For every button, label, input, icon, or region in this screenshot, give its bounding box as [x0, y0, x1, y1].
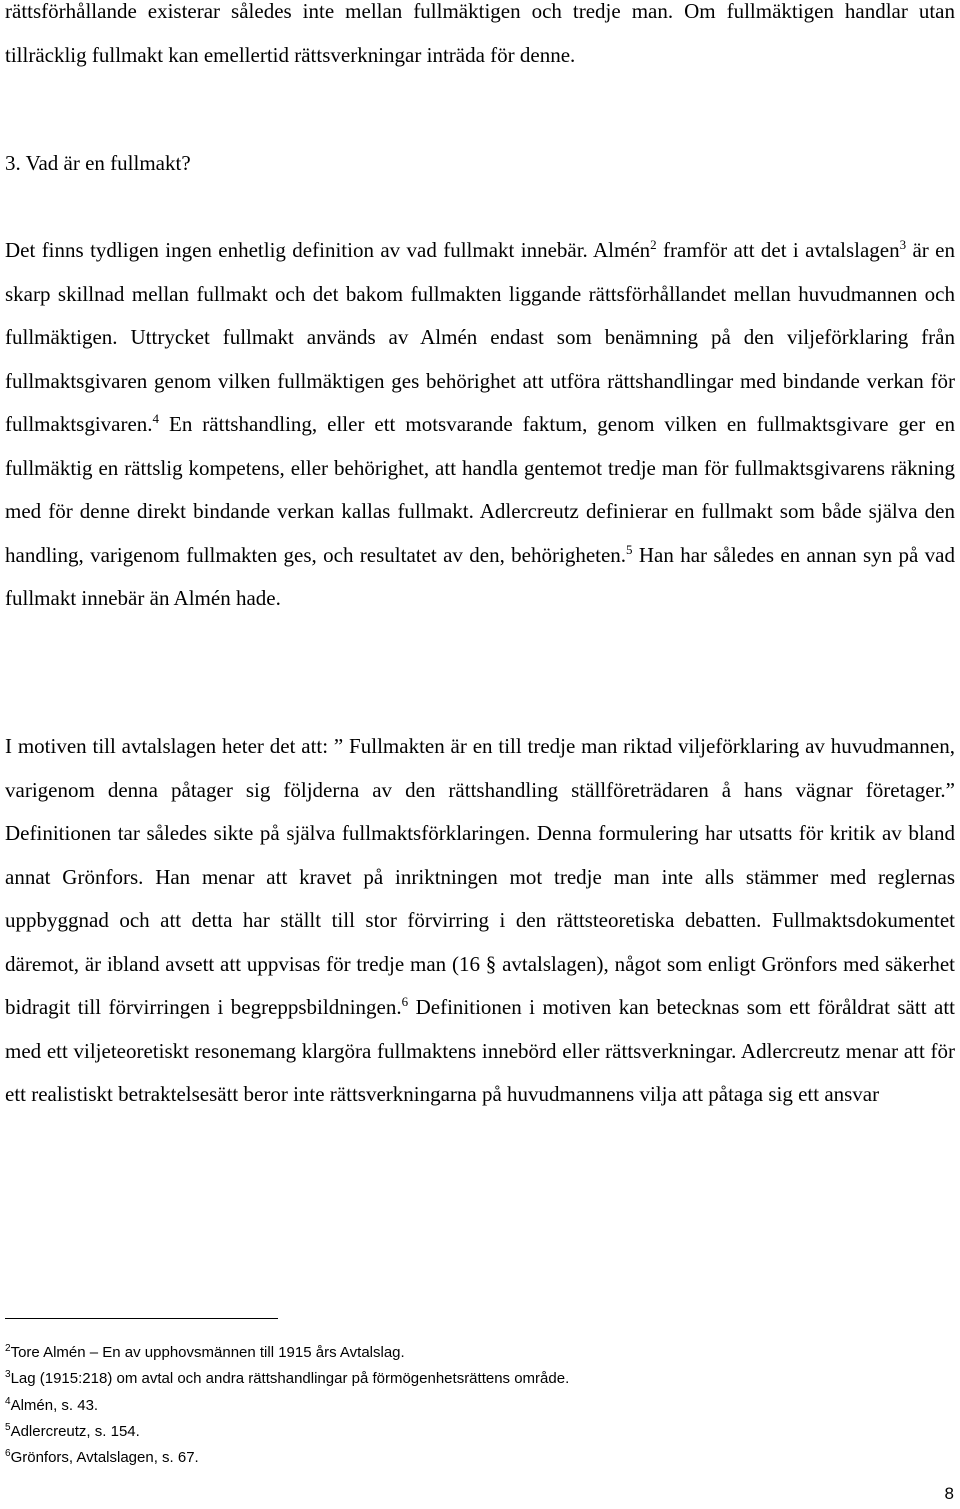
paragraph-text: Det finns tydligen ingen enhetlig definition av vad fullmakt innebär. Almén [5, 238, 651, 262]
footnote-text: Grönfors, Avtalslagen, s. 67. [10, 1449, 199, 1467]
footnote-number: 4 [5, 1395, 11, 1407]
footnote-item [5, 1419, 955, 1445]
footnote-number: 5 [5, 1421, 11, 1433]
footnote-number: 3 [5, 1369, 11, 1381]
footnote-ref[interactable]: 2 [650, 237, 657, 252]
paragraph-text: framför att det i avtalslagen [656, 238, 900, 262]
footnote-ref[interactable]: 3 [899, 237, 907, 252]
paragraph-definition [5, 229, 955, 621]
page-number: 8 [944, 1484, 954, 1503]
footnote-item [5, 1445, 955, 1471]
paragraph-text: Han har således en annan syn på vad fullmakt innebär än Almén hade. [5, 542, 955, 610]
paragraph-text: är en skarp skillnad mellan fullmakt och det bakom fullmakten liggande rättsförhållandet mellan huvudmannen och fullmäktigen. Uttrycket fullmakt används av Almén endast som benämning på den viljeförklaring från fullmaktsgivaren genom vilken fullmäktigen ges behörighet att utföra rättshandlingar med bindande verkan för fullmaktsgivaren. [5, 238, 955, 436]
paragraph-text: Definitionen i motiven kan betecknas som ett föråldrat sätt att med ett viljeteoretiskt resonemang klargöra fullmaktens innebörd eller rättsverkningar. Adlercreutz menar att för ett realistiskt betraktelsesätt beror inte rättsverkningarna på huvudmannens vilja att påtaga sig ett ansvar [5, 995, 955, 1106]
footnote-text: Tore Almén – En av upphovsmännen till 1915 års Avtalslag. [10, 1344, 405, 1361]
footnote-ref[interactable]: 6 [401, 994, 409, 1009]
footnote-number: 2 [5, 1343, 11, 1354]
footnote-number: 6 [5, 1448, 11, 1460]
footnote-item [5, 1366, 955, 1392]
footnote-text: Adlercreutz, s. 154. [10, 1422, 140, 1440]
footnote-ref[interactable]: 4 [152, 411, 160, 426]
footnote-item [5, 1340, 955, 1366]
intro-paragraph: rättsförhållande existerar således inte mellan fullmäktigen och tredje man. Om fullmäktigen handlar utan tillräcklig fullmakt kan emellertid rättsverkningar inträda för denne. [5, 0, 955, 67]
paragraph-motives [5, 725, 955, 1117]
paragraph-text: En rättshandling, eller ett motsvarande faktum, genom vilken en fullmaktsgivare ger en fullmäktig en rättslig kompetens, eller behörighet, att handla gentemot tredje man för fullmaktsgivarens räkning med för denne direkt bindande verkan kallas fullmakt. Adlercreutz definierar en fullmakt som både själva den handling, varigenom fullmakten ges, och resultatet av den, behörigheten. [5, 412, 955, 567]
footnote-text: Lag (1915:218) om avtal och andra rättshandlingar på förmögenhetsrättens område. [10, 1370, 570, 1388]
footnote-text: Almén, s. 43. [10, 1396, 99, 1414]
footnote-list [5, 1340, 955, 1471]
paragraph-text: I motiven till avtalslagen heter det att: ” Fullmakten är en till tredje man riktad viljeförklaring av huvudmannen, varigenom denna påtager sig följderna av den rättshandling ställföreträdaren å hans vägnar företager.” Definitionen tar således sikte på själva fullmaktsförklaringen. Denna formulering har utsatts för kritik av bland annat Grönfors. Han menar att kravet på inriktningen mot tredje man inte alls stämmer med reglernas uppbyggnad och att detta har ställt till stor förvirring i den rättsteoretiska debatten. Fullmaktsdokumentet däremot, är ibland avsett att uppvisas för tredje man (16 § avtalslagen), något som enligt Grönfors med säkerhet bidragit till förvirringen i begreppsbildningen. [5, 734, 955, 1019]
section-heading: 3. Vad är en fullmakt? [5, 151, 191, 175]
footnote-ref[interactable]: 5 [626, 541, 633, 557]
footnote-divider [5, 1318, 278, 1319]
footnote-item [5, 1393, 955, 1419]
